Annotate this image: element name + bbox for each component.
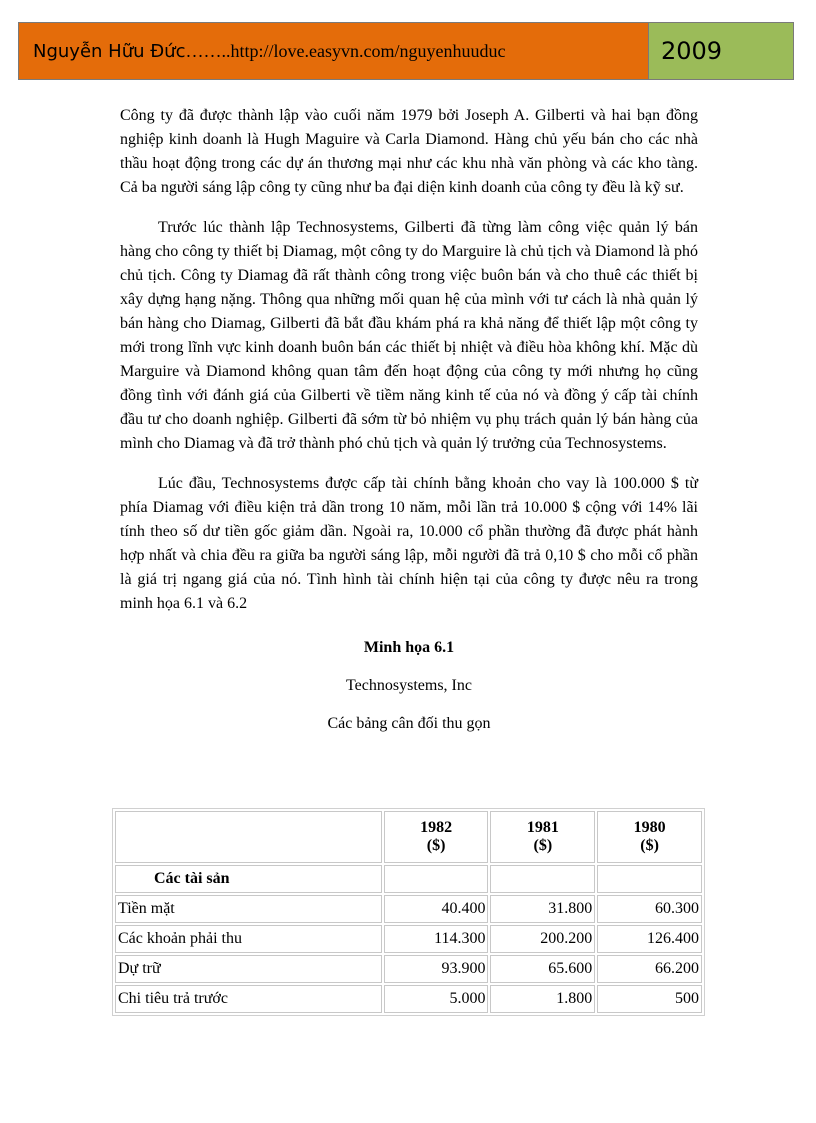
col-unit: ($) bbox=[426, 837, 446, 854]
cell-value: 114.300 bbox=[384, 925, 489, 953]
cell-value: 66.200 bbox=[597, 955, 702, 983]
row-label: Dự trữ bbox=[115, 955, 382, 983]
header-col-1982 bbox=[384, 811, 489, 863]
header-year: 2009 bbox=[649, 23, 793, 79]
cell-value: 31.800 bbox=[490, 895, 595, 923]
table-row bbox=[115, 895, 702, 923]
col-year: 1980 bbox=[633, 819, 666, 836]
exhibit-subtitle: Các bảng cân đối thu gọn bbox=[327, 715, 491, 732]
empty-cell bbox=[597, 865, 702, 893]
table-row bbox=[115, 925, 702, 953]
paragraph-3: Lúc đầu, Technosystems được cấp tài chính bằng khoản cho vay là 100.000 $ từ phía Diamag với điều kiện trả dần trong 10 năm, mỗi lần trả 10.000 $ cộng với 14% lãi tính theo số dư tiền gốc giảm dần. Ngoài ra, 10.000 cổ phần thường đã được phát hành hợp nhất và chia đều ra giữa ba người sáng lập, mỗi người đã trả 0,10 $ cho mỗi cổ phần là giá trị ngang giá của nó. Tình hình tài chính hiện tại của công ty được nêu ra trong minh họa 6.1 và 6.2 bbox=[120, 475, 698, 612]
col-unit: ($) bbox=[640, 837, 659, 854]
row-label: Tiền mặt bbox=[115, 895, 382, 923]
exhibit-company: Technosystems, Inc bbox=[346, 677, 472, 694]
cell-value: 5.000 bbox=[384, 985, 489, 1013]
paragraph-2: Trước lúc thành lập Technosystems, Gilberti đã từng làm công việc quản lý bán hàng cho công ty thiết bị Diamag, một công ty do Marguire là chủ tịch và Diamond là phó chủ tịch. Công ty Diamag đã rất thành công trong việc buôn bán và cho thuê các thiết bị xây dựng hạng nặng. Thông qua những mối quan hệ của mình với tư cách là nhà quản lý bán hàng cho Diamag, Gilberti đã bắt đầu khám phá ra khả năng để thiết lập một công ty mới trong lĩnh vực kinh doanh buôn bán các thiết bị nhiệt và điều hòa không khí. Mặc dù Marguire và Diamond không quan tâm đến hoạt động của công ty mới nhưng họ cũng đồng tình với đánh giá của Gilberti về tiềm năng kinh tế của nó và đồng ý cấp tài chính đầu tư cho doanh nghiệp. Gilberti đã sớm từ bỏ nhiệm vụ phụ trách quản lý bán hàng của mình cho Diamag và đã trở thành phó chủ tịch và quản lý trưởng của Technosystems. bbox=[120, 219, 698, 452]
paragraph-1: Công ty đã được thành lập vào cuối năm 1979 bởi Joseph A. Gilberti và hai bạn đồng nghiệp kinh doanh là Hugh Maguire và Carla Diamond. Hàng chủ yếu bán cho các nhà thầu hoạt động trong các dự án thương mại như các khu nhà văn phòng và các kho tàng. Cả ba người sáng lập công ty cũng như ba đại diện kinh doanh của công ty đều là kỹ sư. bbox=[120, 107, 698, 196]
header-col-1981 bbox=[490, 811, 595, 863]
cell-value: 40.400 bbox=[384, 895, 489, 923]
cell-value: 1.800 bbox=[490, 985, 595, 1013]
document-body bbox=[120, 104, 698, 734]
section-label: Các tài sản bbox=[115, 865, 382, 893]
empty-cell bbox=[384, 865, 489, 893]
table-row bbox=[115, 985, 702, 1013]
header-author: Nguyễn Hữu Đức bbox=[33, 40, 186, 62]
cell-value: 126.400 bbox=[597, 925, 702, 953]
table-row bbox=[115, 955, 702, 983]
cell-value: 65.600 bbox=[490, 955, 595, 983]
empty-cell bbox=[490, 865, 595, 893]
header-empty-cell bbox=[115, 811, 382, 863]
cell-value: 200.200 bbox=[490, 925, 595, 953]
section-row bbox=[115, 865, 702, 893]
cell-value: 500 bbox=[597, 985, 702, 1013]
header-author-box bbox=[19, 23, 649, 79]
exhibit-title: Minh họa 6.1 bbox=[363, 639, 455, 656]
col-year: 1982 bbox=[420, 819, 453, 836]
header-url[interactable]: ……..http://love.easyvn.com/nguyenhuuduc bbox=[185, 40, 506, 61]
page-header bbox=[18, 22, 794, 80]
row-label: Chi tiêu trả trước bbox=[115, 985, 382, 1013]
balance-sheet-table bbox=[112, 808, 705, 1016]
cell-value: 93.900 bbox=[384, 955, 489, 983]
col-year: 1981 bbox=[526, 819, 559, 836]
header-col-1980 bbox=[597, 811, 702, 863]
cell-value: 60.300 bbox=[597, 895, 702, 923]
table-header-row bbox=[115, 811, 702, 863]
col-unit: ($) bbox=[533, 837, 553, 854]
row-label: Các khoản phải thu bbox=[115, 925, 382, 953]
